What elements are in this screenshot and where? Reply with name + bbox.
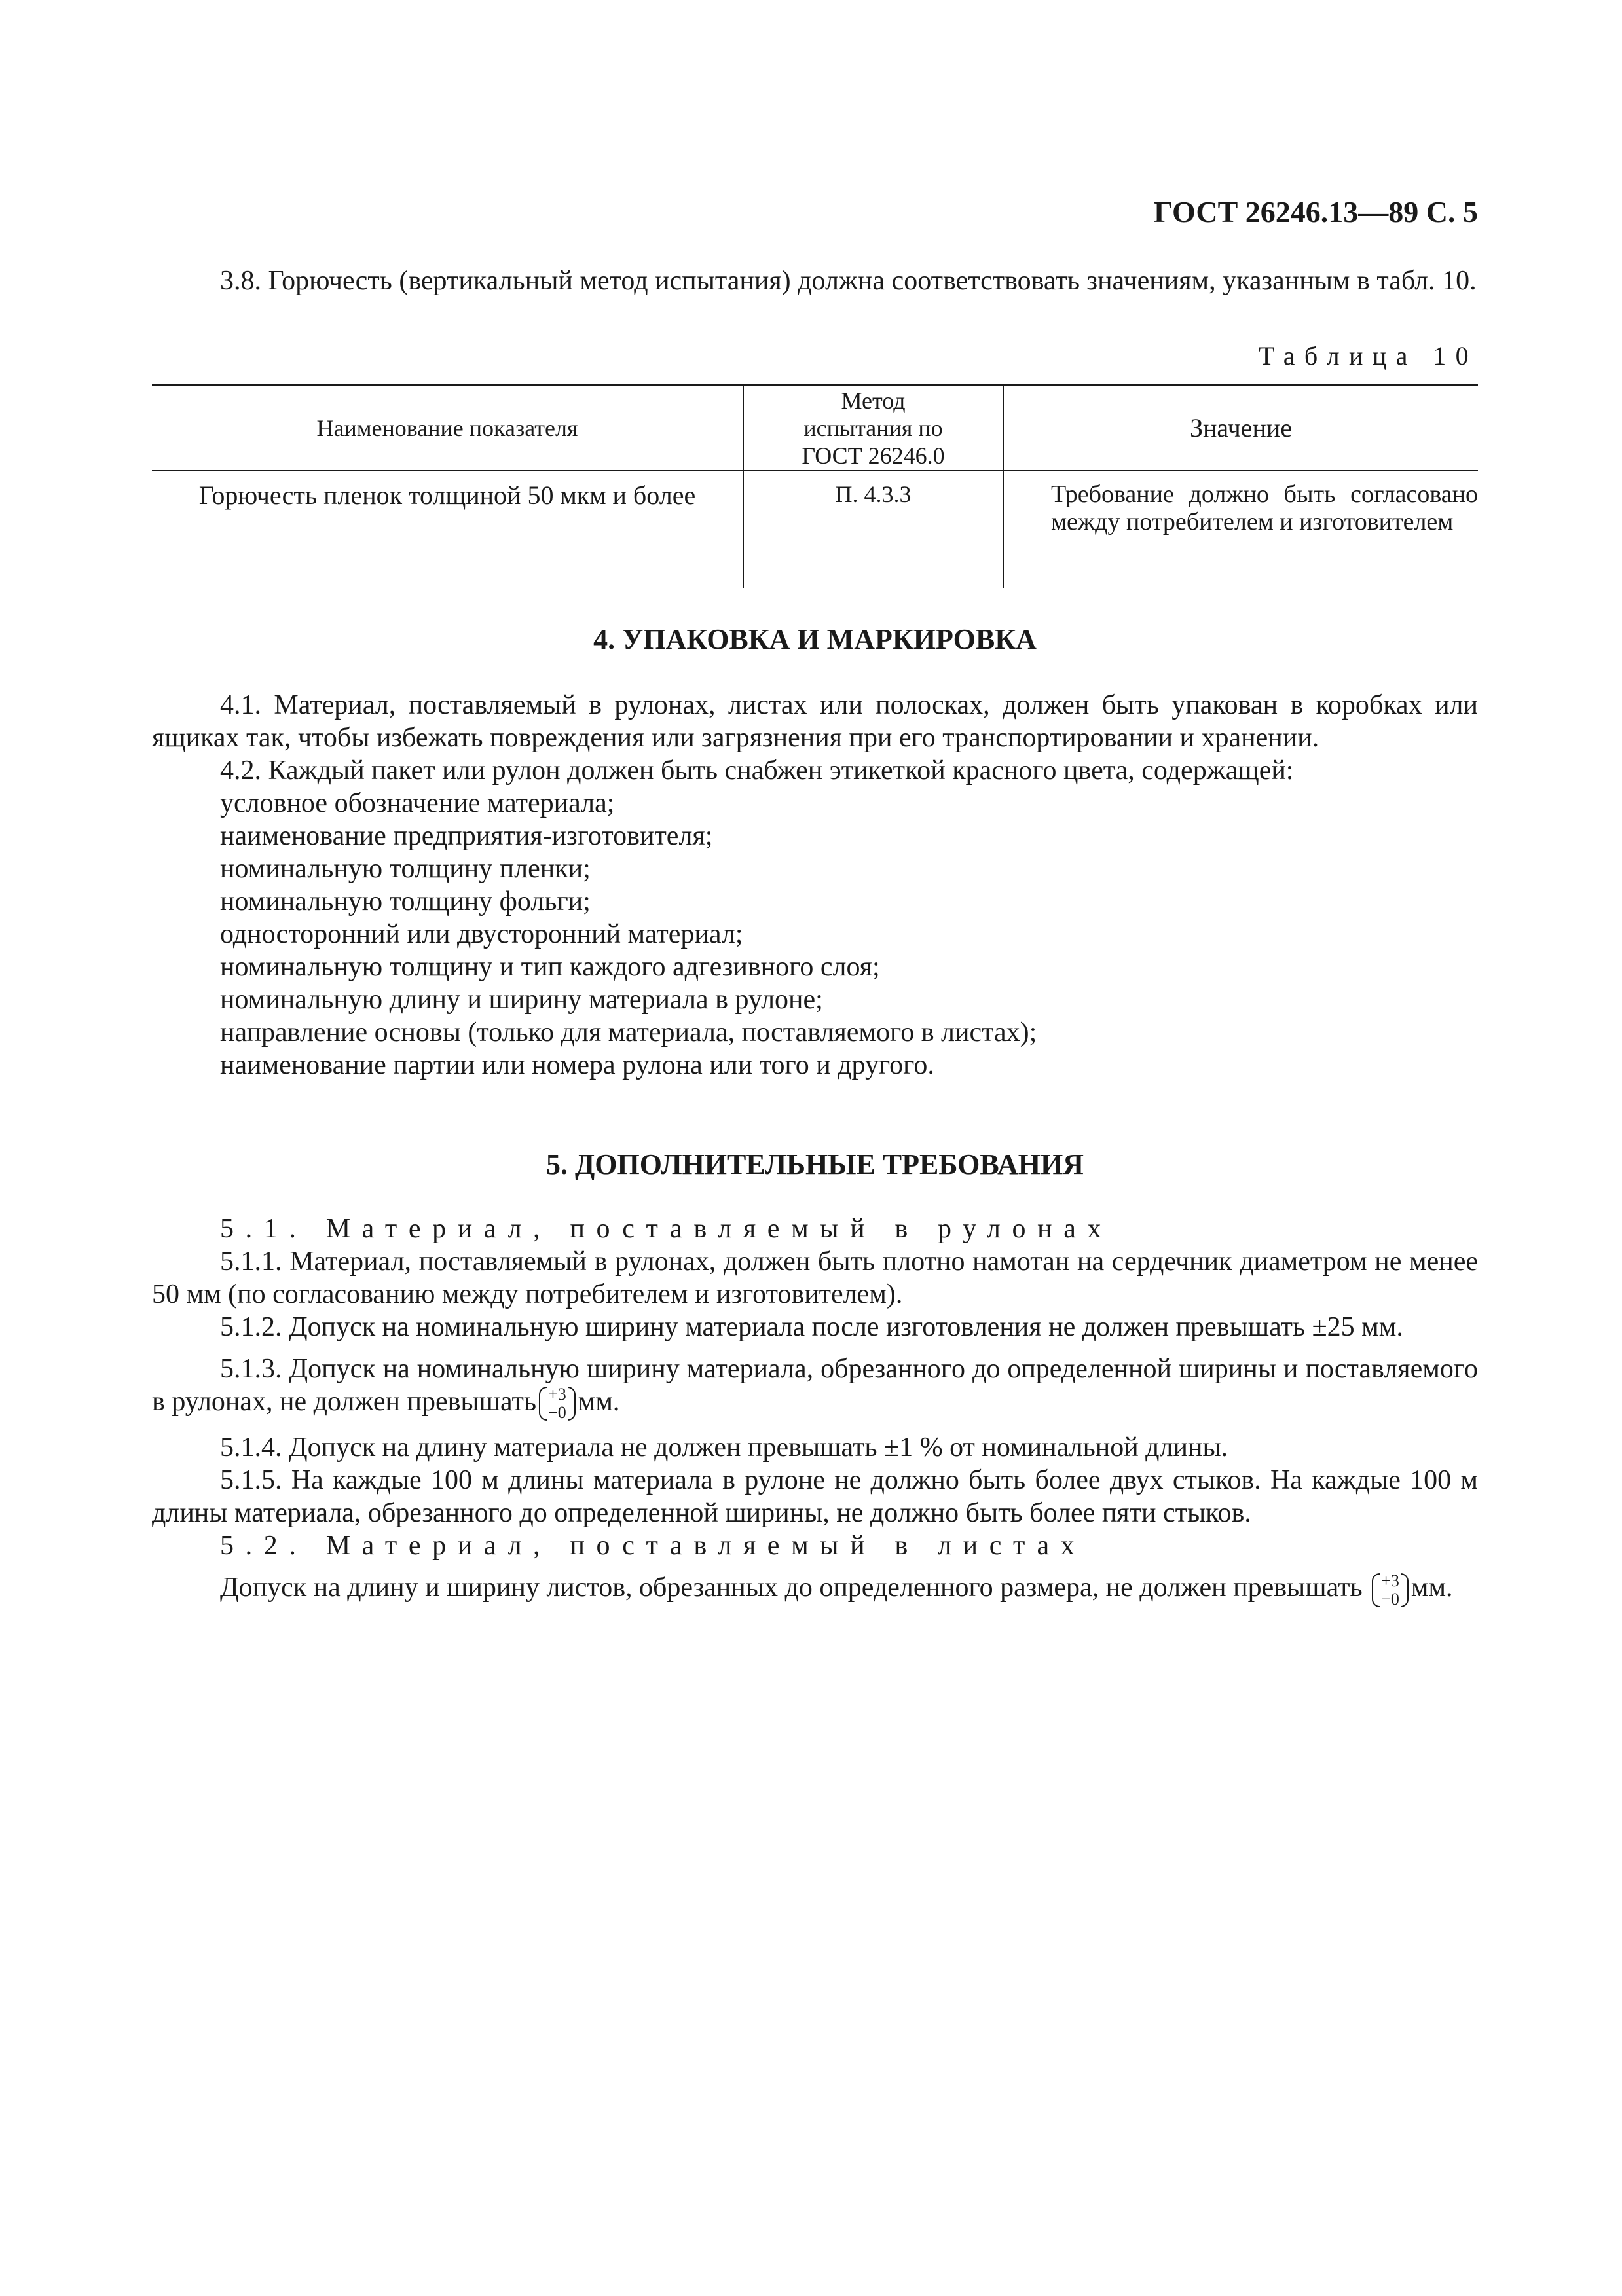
header-method-line-1: Метод <box>841 388 906 414</box>
label-item: номинальную толщину и тип каждого адгезивного слоя; <box>220 952 880 982</box>
paragraph-5-1-1: 5.1.1. Материал, поставляемый в рулонах, должен быть плотно намотан на сердечник диаметром не менее 50 мм (по согласованию между потребителем и изготовителем). <box>152 1247 1478 1309</box>
table-row <box>152 471 1478 588</box>
table-label: Таблица 10 <box>1258 341 1478 371</box>
subsection-5-1-title: 5.1. Материал, поставляемый в рулонах <box>220 1214 1113 1244</box>
cell-method: П. 4.3.3 <box>743 471 1003 588</box>
paragraph-5-1-3 <box>152 1353 1478 1422</box>
paragraph-5-1-4: 5.1.4. Допуск на длину материала не должен превышать ±1 % от номинальной длины. <box>220 1432 1228 1463</box>
cell-value: Требование должно быть согласовано между потребителем и изготовителем <box>1051 481 1478 536</box>
paragraph-5-2-text: Допуск на длину и ширину листов, обрезанных до определенного размера, не должен превышать <box>220 1573 1363 1603</box>
paragraph-4-2: 4.2. Каждый пакет или рулон должен быть снабжен этикеткой красного цвета, содержащей: <box>220 756 1294 786</box>
header-method-line-2: испытания по <box>803 415 943 441</box>
tolerance-upper: +3 <box>1381 1571 1399 1590</box>
section-5-body <box>152 1212 1478 1618</box>
table-header-row <box>152 385 1478 471</box>
header-method-line-3: ГОСТ 26246.0 <box>802 443 945 469</box>
unit-mm: мм. <box>1410 1573 1453 1603</box>
section-4-body <box>152 689 1478 1082</box>
table-10 <box>152 384 1478 588</box>
page-header: ГОСТ 26246.13—89 С. 5 <box>1153 195 1478 228</box>
tolerance-lower: −0 <box>548 1403 566 1423</box>
label-item: наименование партии или номера рулона или того и другого. <box>220 1050 934 1080</box>
clause-3-8 <box>152 264 1478 297</box>
section-4-title: 4. УПАКОВКА И МАРКИРОВКА <box>593 623 1037 655</box>
label-item: условное обозначение материала; <box>220 788 615 818</box>
label-item: номинальную длину и ширину материала в рулоне; <box>220 985 823 1015</box>
unit-mm: мм. <box>578 1387 620 1417</box>
paragraph-5-1-2: 5.1.2. Допуск на номинальную ширину материала после изготовления не должен превышать ±25 мм. <box>220 1312 1403 1342</box>
label-item: номинальную толщину фольги; <box>220 886 591 917</box>
label-item: направление основы (только для материала, поставляемого в листах); <box>220 1017 1037 1048</box>
section-5-title: 5. ДОПОЛНИТЕЛЬНЫЕ ТРЕБОВАНИЯ <box>546 1148 1084 1180</box>
flammability-table <box>152 384 1478 588</box>
paragraph-4-1: 4.1. Материал, поставляемый в рулонах, листах или полосках, должен быть упакован в коробках или ящиках так, чтобы избежать повреждения или загрязнения при его транспортировании и хранении. <box>152 690 1478 753</box>
cell-indicator: Горючесть пленок толщиной 50 мкм и более <box>198 481 696 510</box>
tolerance-fraction <box>539 1385 576 1422</box>
paragraph-5-2 <box>152 1571 1478 1608</box>
tolerance-fraction <box>1372 1572 1409 1609</box>
label-item: номинальную толщину пленки; <box>220 854 591 884</box>
subsection-5-2-title: 5.2. Материал, поставляемый в листах <box>220 1531 1086 1561</box>
header-value: Значение <box>1189 413 1293 443</box>
paragraph-5-1-5: 5.1.5. На каждые 100 м длины материала в рулоне не должно быть более двух стыков. На каждые 100 м длины материала, обрезанного до определенной ширины, не должно быть более пяти стыков. <box>152 1465 1478 1529</box>
header-indicator: Наименование показателя <box>316 415 578 441</box>
header-method <box>743 385 1003 471</box>
label-item: наименование предприятия-изготовителя; <box>220 821 713 851</box>
paragraph-3-8: 3.8. Горючесть (вертикальный метод испытания) должна соответствовать значениям, указанным в табл. 10. <box>220 266 1477 296</box>
tolerance-upper: +3 <box>548 1385 566 1404</box>
paragraph-5-1-3-text: 5.1.3. Допуск на номинальную ширину материала, обрезанного до определенной ширины и поставляемого в рулонах, не должен превышать <box>152 1354 1478 1417</box>
label-item: односторонний или двусторонний материал; <box>220 919 743 949</box>
tolerance-lower: −0 <box>1381 1589 1399 1609</box>
